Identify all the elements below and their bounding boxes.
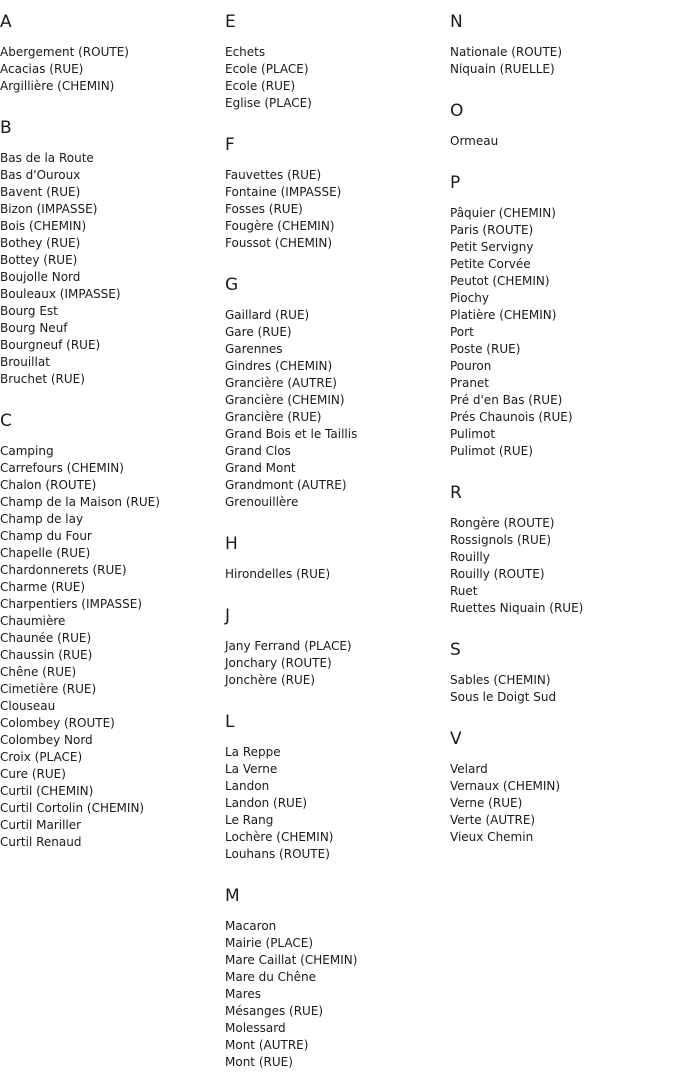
street-link[interactable]: Molessard xyxy=(225,1021,286,1035)
street-link[interactable]: Landon (RUE) xyxy=(225,796,308,810)
letter-heading: L xyxy=(225,712,235,732)
street-link[interactable]: Nationale (ROUTE) xyxy=(450,45,563,59)
street-list xyxy=(450,515,675,617)
letter-heading: F xyxy=(225,135,235,155)
street-link[interactable]: Garennes xyxy=(225,342,283,356)
street-link[interactable]: Ormeau xyxy=(450,134,499,148)
letter-heading: B xyxy=(0,118,12,138)
letter-section xyxy=(225,273,450,511)
street-link[interactable]: Petit Servigny xyxy=(450,240,534,254)
street-link[interactable]: Sous le Doigt Sud xyxy=(450,690,557,704)
street-link[interactable]: Bourg Est xyxy=(0,304,58,318)
street-link[interactable]: Verte (AUTRE) xyxy=(450,813,536,827)
street-link[interactable]: Platière (CHEMIN) xyxy=(450,308,557,322)
street-link[interactable]: Pranet xyxy=(450,376,490,390)
street-list xyxy=(450,44,675,78)
letter-section xyxy=(450,481,675,617)
street-list xyxy=(450,672,675,706)
street-link[interactable]: Bottey (RUE) xyxy=(0,253,78,267)
letter-section xyxy=(0,10,225,95)
letter-section xyxy=(225,710,450,863)
street-link[interactable]: Port xyxy=(450,325,474,339)
street-link[interactable]: Fosses (RUE) xyxy=(225,202,303,216)
street-link[interactable]: Colombey Nord xyxy=(0,733,93,747)
street-link[interactable]: Curtil Mariller xyxy=(0,818,82,832)
street-link[interactable]: Chaussin (RUE) xyxy=(0,648,93,662)
street-link[interactable]: Vieux Chemin xyxy=(450,830,534,844)
street-list xyxy=(225,307,450,511)
street-link[interactable]: Vernaux (CHEMIN) xyxy=(450,779,561,793)
street-link[interactable]: Champ de lay xyxy=(0,512,84,526)
street-link[interactable]: Chapelle (RUE) xyxy=(0,546,91,560)
letter-heading: C xyxy=(0,411,12,431)
street-list xyxy=(450,133,675,150)
letter-heading: M xyxy=(225,886,240,906)
street-link[interactable]: Charpentiers (IMPASSE) xyxy=(0,597,143,611)
street-link[interactable]: Gindres (CHEMIN) xyxy=(225,359,333,373)
street-link[interactable]: Mont (AUTRE) xyxy=(225,1038,309,1052)
street-link[interactable]: Pré d'en Bas (RUE) xyxy=(450,393,563,407)
street-link[interactable]: Grancière (CHEMIN) xyxy=(225,393,345,407)
street-link[interactable]: Eglise (PLACE) xyxy=(225,96,312,110)
street-link[interactable]: Fougère (CHEMIN) xyxy=(225,219,335,233)
letter-section xyxy=(225,604,450,689)
street-link[interactable]: Curtil Renaud xyxy=(0,835,82,849)
street-link[interactable]: Boujolle Nord xyxy=(0,270,81,284)
street-link[interactable]: Bouleaux (IMPASSE) xyxy=(0,287,121,301)
street-link[interactable]: Champ du Four xyxy=(0,529,92,543)
street-link[interactable]: Paris (ROUTE) xyxy=(450,223,534,237)
street-link[interactable]: Abergement (ROUTE) xyxy=(0,45,129,59)
street-link[interactable]: Chaumière xyxy=(0,614,66,628)
street-link[interactable]: Jonchère (RUE) xyxy=(225,673,316,687)
street-link[interactable]: Mares xyxy=(225,987,262,1001)
street-link[interactable]: Niquain (RUELLE) xyxy=(450,62,555,76)
street-link[interactable]: Ecole (PLACE) xyxy=(225,62,309,76)
letter-heading: G xyxy=(225,275,239,295)
street-link[interactable]: Charme (RUE) xyxy=(0,580,86,594)
street-link[interactable]: Curtil Cortolin (CHEMIN) xyxy=(0,801,145,815)
street-link[interactable]: Bois (CHEMIN) xyxy=(0,219,87,233)
street-link[interactable]: Bas d'Ouroux xyxy=(0,168,81,182)
street-link[interactable]: Mésanges (RUE) xyxy=(225,1004,324,1018)
street-link[interactable]: Mairie (PLACE) xyxy=(225,936,314,950)
street-link[interactable]: Rongère (ROUTE) xyxy=(450,516,555,530)
street-link[interactable]: Chêne (RUE) xyxy=(0,665,77,679)
street-link[interactable]: Piochy xyxy=(450,291,489,305)
letter-section xyxy=(450,171,675,460)
street-link[interactable]: Grandmont (AUTRE) xyxy=(225,478,347,492)
street-link[interactable]: Champ de la Maison (RUE) xyxy=(0,495,160,509)
letter-heading: S xyxy=(450,640,461,660)
street-link[interactable]: Cure (RUE) xyxy=(0,767,66,781)
letter-section xyxy=(225,133,450,252)
letter-section xyxy=(225,10,450,112)
street-link[interactable]: Landon xyxy=(225,779,270,793)
street-link[interactable]: Ecole (RUE) xyxy=(225,79,296,93)
letter-heading: V xyxy=(450,729,462,749)
street-link[interactable]: Hirondelles (RUE) xyxy=(225,567,331,581)
street-link[interactable]: Louhans (ROUTE) xyxy=(225,847,330,861)
street-link[interactable]: Le Rang xyxy=(225,813,274,827)
letter-heading: J xyxy=(225,606,231,626)
street-list xyxy=(225,638,450,689)
letter-section xyxy=(450,727,675,846)
street-link[interactable]: Bruchet (RUE) xyxy=(0,372,85,386)
street-link[interactable]: Foussot (CHEMIN) xyxy=(225,236,333,250)
street-list xyxy=(225,44,450,112)
street-link[interactable]: Camping xyxy=(0,444,54,458)
letter-section xyxy=(450,10,675,78)
letter-section xyxy=(450,99,675,150)
street-link[interactable]: Velard xyxy=(450,762,488,776)
letter-heading: R xyxy=(450,483,462,503)
street-link[interactable]: Gaillard (RUE) xyxy=(225,308,310,322)
street-link[interactable]: Mare du Chêne xyxy=(225,970,316,984)
street-link[interactable]: La Reppe xyxy=(225,745,281,759)
street-list xyxy=(225,566,450,583)
letter-heading: O xyxy=(450,101,464,121)
street-link[interactable]: Petite Corvée xyxy=(450,257,531,271)
street-link[interactable]: Chaunée (RUE) xyxy=(0,631,92,645)
street-link[interactable]: Chalon (ROUTE) xyxy=(0,478,97,492)
street-list xyxy=(225,167,450,252)
street-link[interactable]: Jany Ferrand (PLACE) xyxy=(225,639,352,653)
street-link[interactable]: La Verne xyxy=(225,762,278,776)
street-link[interactable]: Mare Caillat (CHEMIN) xyxy=(225,953,358,967)
letter-section xyxy=(0,409,225,851)
letter-section xyxy=(0,116,225,388)
letter-section xyxy=(450,638,675,706)
letter-heading: A xyxy=(0,12,12,32)
street-link[interactable]: Grenouillère xyxy=(225,495,299,509)
street-link[interactable]: Bourg Neuf xyxy=(0,321,68,335)
street-link[interactable]: Bothey (RUE) xyxy=(0,236,81,250)
street-link[interactable]: Ruet xyxy=(450,584,478,598)
street-list xyxy=(0,150,225,388)
column-2 xyxy=(225,10,450,1092)
street-link[interactable]: Fauvettes (RUE) xyxy=(225,168,322,182)
street-link[interactable]: Fontaine (IMPASSE) xyxy=(225,185,342,199)
street-link[interactable]: Macaron xyxy=(225,919,277,933)
street-link[interactable]: Acacias (RUE) xyxy=(0,62,84,76)
street-link[interactable]: Pulimot (RUE) xyxy=(450,444,533,458)
letter-section xyxy=(225,532,450,583)
street-list xyxy=(0,443,225,851)
street-link[interactable]: Lochère (CHEMIN) xyxy=(225,830,334,844)
street-link[interactable]: Bourgneuf (RUE) xyxy=(0,338,101,352)
street-link[interactable]: Bas de la Route xyxy=(0,151,94,165)
street-link[interactable]: Mont (RUE) xyxy=(225,1055,293,1069)
street-link[interactable]: Bavent (RUE) xyxy=(0,185,81,199)
street-link[interactable]: Sables (CHEMIN) xyxy=(450,673,551,687)
street-link[interactable]: Cimetière (RUE) xyxy=(0,682,97,696)
street-link[interactable]: Grand Mont xyxy=(225,461,296,475)
street-link[interactable]: Pouron xyxy=(450,359,492,373)
street-link[interactable]: Grand Bois et le Taillis xyxy=(225,427,358,441)
street-link[interactable]: Pâquier (CHEMIN) xyxy=(450,206,556,220)
letter-section xyxy=(225,884,450,1071)
street-link[interactable]: Rossignols (RUE) xyxy=(450,533,552,547)
street-link[interactable]: Grancière (RUE) xyxy=(225,410,322,424)
street-link[interactable]: Argillière (CHEMIN) xyxy=(0,79,115,93)
street-list xyxy=(450,761,675,846)
street-link[interactable]: Brouillat xyxy=(0,355,50,369)
street-list xyxy=(225,918,450,1071)
street-link[interactable]: Grancière (AUTRE) xyxy=(225,376,337,390)
column-3 xyxy=(450,10,675,867)
street-link[interactable]: Grand Clos xyxy=(225,444,291,458)
street-list xyxy=(450,205,675,460)
street-link[interactable]: Prés Chaunois (RUE) xyxy=(450,410,573,424)
street-link[interactable]: Poste (RUE) xyxy=(450,342,521,356)
street-link[interactable]: Jonchary (ROUTE) xyxy=(225,656,332,670)
street-link[interactable]: Rouilly (ROUTE) xyxy=(450,567,545,581)
letter-heading: P xyxy=(450,173,461,193)
street-link[interactable]: Clouseau xyxy=(0,699,56,713)
street-list xyxy=(0,44,225,95)
street-link[interactable]: Colombey (ROUTE) xyxy=(0,716,115,730)
letter-heading: N xyxy=(450,12,463,32)
street-link[interactable]: Carrefours (CHEMIN) xyxy=(0,461,124,475)
street-link[interactable]: Gare (RUE) xyxy=(225,325,292,339)
letter-heading: H xyxy=(225,534,238,554)
street-link[interactable]: Rouilly xyxy=(450,550,490,564)
street-list xyxy=(225,744,450,863)
street-link[interactable]: Chardonnerets (RUE) xyxy=(0,563,127,577)
street-link[interactable]: Ruettes Niquain (RUE) xyxy=(450,601,584,615)
street-link[interactable]: Peutot (CHEMIN) xyxy=(450,274,550,288)
street-link[interactable]: Echets xyxy=(225,45,266,59)
street-link[interactable]: Curtil (CHEMIN) xyxy=(0,784,94,798)
letter-heading: E xyxy=(225,12,236,32)
column-1 xyxy=(0,10,225,872)
street-link[interactable]: Verne (RUE) xyxy=(450,796,523,810)
street-link[interactable]: Croix (PLACE) xyxy=(0,750,83,764)
street-link[interactable]: Pulimot xyxy=(450,427,496,441)
street-link[interactable]: Bizon (IMPASSE) xyxy=(0,202,98,216)
